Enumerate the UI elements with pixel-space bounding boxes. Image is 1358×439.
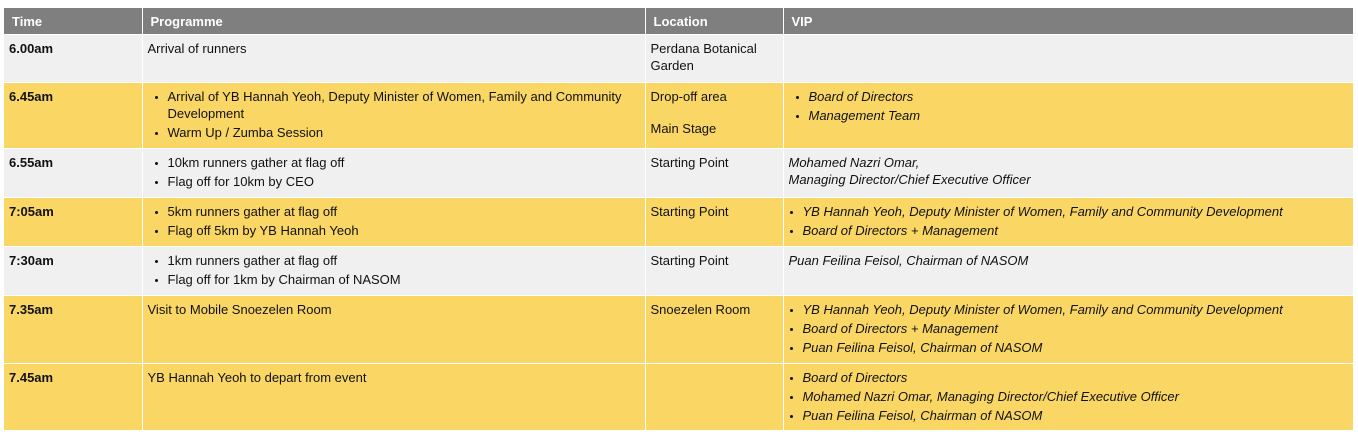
list-item: • Warm Up / Zumba Session <box>168 124 640 141</box>
list-item: • Board of Directors + Management <box>803 222 1348 239</box>
list-item: • 1km runners gather at flag off <box>168 252 640 269</box>
vip-list <box>789 203 1348 239</box>
list-item: • Flag off 5km by YB Hannah Yeoh <box>168 222 640 239</box>
location-cell: Starting Point <box>645 149 783 198</box>
list-item: • Mohamed Nazri Omar, Managing Director/Chief Executive Officer <box>803 388 1348 405</box>
location-cell <box>645 364 783 431</box>
header-programme: Programme <box>142 8 645 35</box>
table-row <box>4 35 1353 83</box>
vip-cell <box>783 83 1353 149</box>
list-item: • Management Team <box>809 107 1348 124</box>
vip-list <box>789 369 1348 424</box>
location-line: Drop-off area <box>650 89 727 104</box>
table-row <box>4 149 1353 198</box>
list-item: • YB Hannah Yeoh, Deputy Minister of Women, Family and Community Development <box>803 301 1348 318</box>
list-item: • Flag off for 1km by Chairman of NASOM <box>168 271 640 288</box>
vip-list <box>789 301 1348 356</box>
list-item: • Puan Feilina Feisol, Chairman of NASOM <box>803 407 1348 424</box>
vip-cell <box>783 198 1353 247</box>
vip-line: Managing Director/Chief Executive Officer <box>788 172 1031 187</box>
header-vip: VIP <box>783 8 1353 35</box>
programme-list <box>148 154 640 190</box>
header-location: Location <box>645 8 783 35</box>
header-row <box>4 8 1353 35</box>
table-row <box>4 198 1353 247</box>
location-cell: Perdana Botanical Garden <box>645 35 783 83</box>
list-item: • Arrival of YB Hannah Yeoh, Deputy Minister of Women, Family and Community Development <box>168 88 640 122</box>
programme-cell: Visit to Mobile Snoezelen Room <box>142 296 645 364</box>
list-item: • Board of Directors <box>809 88 1348 105</box>
header-time: Time <box>4 8 142 35</box>
location-line: Main Stage <box>650 121 717 136</box>
time-cell: 7:30am <box>4 247 142 296</box>
table-row <box>4 296 1353 364</box>
vip-list <box>789 88 1348 124</box>
schedule-table <box>4 8 1354 431</box>
programme-cell <box>142 247 645 296</box>
table-row <box>4 83 1353 149</box>
location-cell: Snoezelen Room <box>645 296 783 364</box>
list-item: • YB Hannah Yeoh, Deputy Minister of Women, Family and Community Development <box>803 203 1348 220</box>
list-item: • Board of Directors <box>803 369 1348 386</box>
vip-cell <box>783 364 1353 431</box>
time-cell: 7.35am <box>4 296 142 364</box>
vip-cell: Puan Feilina Feisol, Chairman of NASOM <box>783 247 1353 296</box>
programme-cell <box>142 198 645 247</box>
programme-list <box>148 252 640 288</box>
list-item: • 5km runners gather at flag off <box>168 203 640 220</box>
programme-cell <box>142 83 645 149</box>
list-item: • 10km runners gather at flag off <box>168 154 640 171</box>
programme-list <box>148 88 640 141</box>
table-row <box>4 247 1353 296</box>
time-cell: 7.45am <box>4 364 142 431</box>
spacer <box>651 105 778 120</box>
programme-cell <box>142 149 645 198</box>
table-row <box>4 364 1353 431</box>
time-cell: 6.45am <box>4 83 142 149</box>
list-item: • Puan Feilina Feisol, Chairman of NASOM <box>803 339 1348 356</box>
location-cell <box>645 83 783 149</box>
location-cell: Starting Point <box>645 247 783 296</box>
location-cell: Starting Point <box>645 198 783 247</box>
time-cell: 6.55am <box>4 149 142 198</box>
programme-list <box>148 203 640 239</box>
vip-line: Mohamed Nazri Omar, <box>788 155 920 170</box>
vip-cell <box>783 296 1353 364</box>
programme-cell: YB Hannah Yeoh to depart from event <box>142 364 645 431</box>
vip-cell <box>783 149 1353 198</box>
list-item: • Board of Directors + Management <box>803 320 1348 337</box>
vip-cell <box>783 35 1353 83</box>
list-item: • Flag off for 10km by CEO <box>168 173 640 190</box>
programme-cell: Arrival of runners <box>142 35 645 83</box>
time-cell: 6.00am <box>4 35 142 83</box>
time-cell: 7:05am <box>4 198 142 247</box>
